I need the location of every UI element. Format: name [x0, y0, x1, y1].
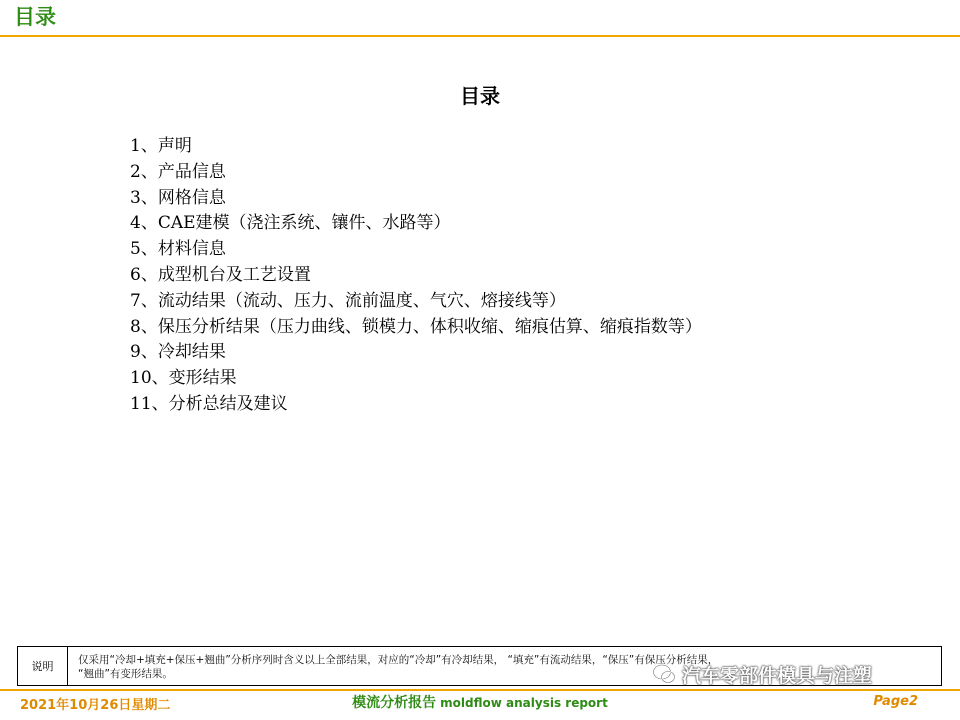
toc-item: 9、冷却结果 [130, 342, 226, 363]
header-rule [0, 35, 960, 37]
toc-item: 5、材料信息 [130, 239, 226, 260]
toc-item: 8、保压分析结果（压力曲线、锁模力、体积收缩、缩痕估算、缩痕指数等） [130, 316, 702, 337]
toc-item: 6、成型机台及工艺设置 [130, 264, 311, 285]
toc-item: 11、分析总结及建议 [130, 393, 288, 414]
watermark [652, 661, 872, 687]
footer-title-en: moldflow analysis report [440, 696, 608, 710]
footer-page-number: Page2 [873, 694, 918, 709]
note-label: 说明 [18, 647, 68, 685]
wechat-icon [652, 663, 676, 685]
toc-item: 2、产品信息 [130, 161, 226, 182]
footer-date: 2021年10月26日星期二 [20, 698, 171, 713]
toc-list [130, 134, 702, 418]
toc-item: 1、声明 [130, 136, 192, 156]
toc-item: 3、网格信息 [130, 187, 226, 208]
footer-rule [0, 689, 960, 691]
toc-item: 10、变形结果 [130, 368, 237, 389]
note-line-1: 仅采用“冷却+填充+保压+翘曲”分析序列时含义以上全部结果，对应的“冷却”有冷却结果， “填充”有流动结果，“保压”有保压分析结果， [78, 654, 719, 666]
toc-heading: 目录 [460, 84, 500, 108]
watermark-text: 汽车零部件模具与注塑 [682, 664, 873, 687]
toc-item: 7、流动结果（流动、压力、流前温度、气穴、熔接线等） [130, 290, 566, 311]
footer-title [0, 692, 960, 712]
footer-title-cn: 模流分析报告 [352, 695, 437, 711]
toc-item: 4、CAE建模（浇注系统、镶件、水路等） [130, 213, 451, 234]
header-title: 目录 [14, 5, 56, 29]
note-line-2: “翘曲”有变形结果。 [78, 668, 173, 680]
